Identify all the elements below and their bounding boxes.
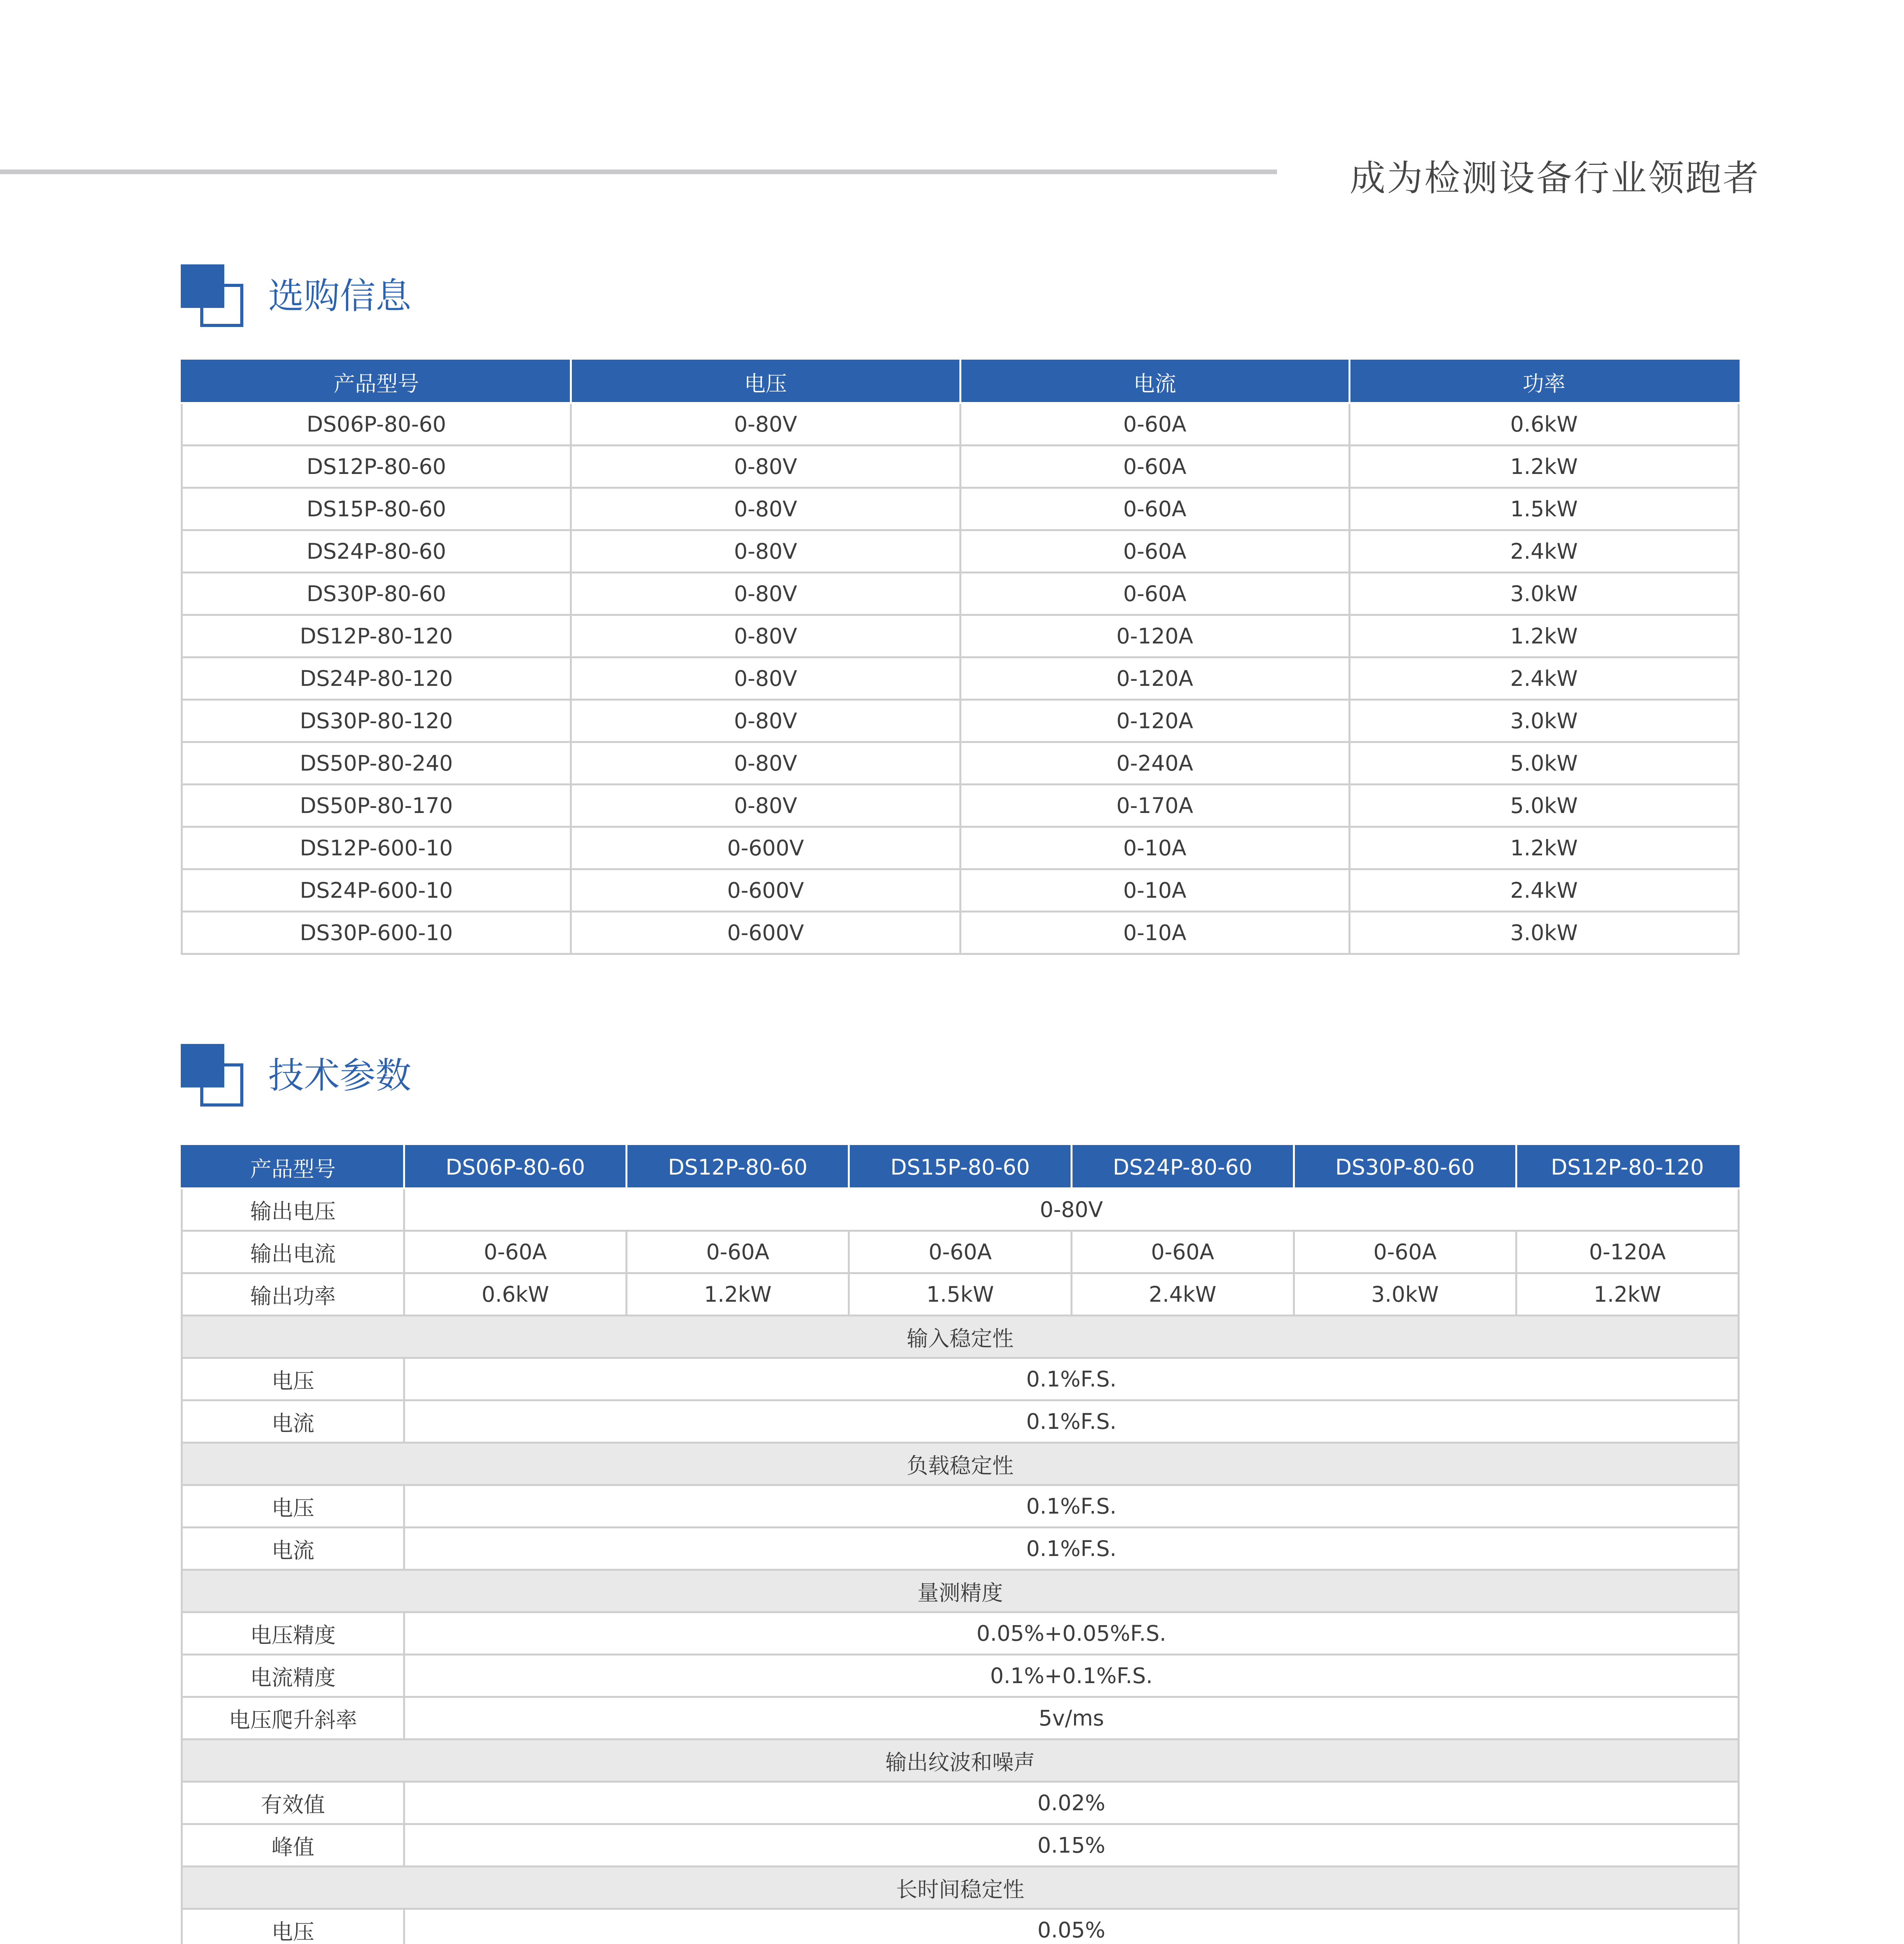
row-value: 0.1%F.S. bbox=[404, 1400, 1739, 1443]
table-cell: 0-600V bbox=[571, 912, 960, 954]
table-cell: 0-600V bbox=[571, 869, 960, 912]
table-cell: 2.4kW bbox=[1071, 1273, 1294, 1316]
table-cell: 1.2kW bbox=[1349, 446, 1738, 488]
table-header-row bbox=[182, 361, 1739, 403]
row-value: 0.15% bbox=[404, 1824, 1739, 1867]
table-cell: 0-240A bbox=[960, 742, 1349, 785]
table-cell: 2.4kW bbox=[1349, 869, 1738, 912]
table-cell: 2.4kW bbox=[1349, 657, 1738, 700]
row-value: 0.1%F.S. bbox=[404, 1485, 1739, 1528]
table-cell: 1.2kW bbox=[1516, 1273, 1738, 1316]
table-cell: 3.0kW bbox=[1349, 912, 1738, 954]
table-cell: 0-60A bbox=[960, 573, 1349, 615]
table-cell: 0-80V bbox=[571, 700, 960, 742]
table-header-cell: DS30P-80-60 bbox=[1294, 1146, 1516, 1189]
table-cell: 0-80V bbox=[571, 573, 960, 615]
table-row bbox=[182, 657, 1739, 700]
table-cell: 3.0kW bbox=[1349, 700, 1738, 742]
table-cell: DS24P-80-120 bbox=[182, 657, 571, 700]
row-value: 5v/ms bbox=[404, 1697, 1739, 1739]
table-cell: 2.4kW bbox=[1349, 530, 1738, 573]
table-row bbox=[182, 1273, 1739, 1316]
table-cell: DS12P-80-120 bbox=[182, 615, 571, 657]
table-cell: 0.6kW bbox=[1349, 403, 1738, 446]
row-value: 0.1%F.S. bbox=[404, 1358, 1739, 1400]
table-header-cell: 产品型号 bbox=[182, 361, 571, 403]
table-cell: 0-80V bbox=[571, 446, 960, 488]
table-cell: DS12P-80-60 bbox=[182, 446, 571, 488]
group-row-long-term bbox=[182, 1867, 1739, 1909]
table-row bbox=[182, 1485, 1739, 1528]
table-cell: 1.5kW bbox=[849, 1273, 1071, 1316]
table-header-cell: 功率 bbox=[1349, 361, 1738, 403]
tech-spec-table bbox=[181, 1145, 1740, 1944]
table-row bbox=[182, 1824, 1739, 1867]
row-label: 电流 bbox=[182, 1400, 404, 1443]
row-label: 电压 bbox=[182, 1909, 404, 1944]
table-cell: 1.5kW bbox=[1349, 488, 1738, 530]
row-value: 0.05%+0.05%F.S. bbox=[404, 1612, 1739, 1655]
table-row bbox=[182, 1231, 1739, 1273]
table-cell: 0-80V bbox=[571, 530, 960, 573]
table-cell: 0-60A bbox=[404, 1231, 627, 1273]
table-header-cell: 电压 bbox=[571, 361, 960, 403]
table-row bbox=[182, 1528, 1739, 1570]
table-row bbox=[182, 530, 1739, 573]
table-row bbox=[182, 446, 1739, 488]
table-cell: 0-60A bbox=[1071, 1231, 1294, 1273]
table-cell: DS12P-600-10 bbox=[182, 827, 571, 869]
table-header-cell: 产品型号 bbox=[182, 1146, 404, 1189]
row-label: 电流 bbox=[182, 1528, 404, 1570]
table-cell: 0-120A bbox=[960, 615, 1349, 657]
table-row bbox=[182, 1358, 1739, 1400]
table-cell: 0-10A bbox=[960, 912, 1349, 954]
table-cell: 0-10A bbox=[960, 827, 1349, 869]
header-slogan: 成为检测设备行业领跑者 bbox=[1349, 157, 1760, 199]
row-label: 输出电压 bbox=[182, 1189, 404, 1231]
group-title: 负载稳定性 bbox=[182, 1443, 1739, 1485]
group-title: 输出纹波和噪声 bbox=[182, 1739, 1739, 1782]
table-cell: 0-60A bbox=[960, 530, 1349, 573]
table-cell: DS06P-80-60 bbox=[182, 403, 571, 446]
table-cell: 0-120A bbox=[1516, 1231, 1738, 1273]
table-cell: 0-170A bbox=[960, 785, 1349, 827]
table-row bbox=[182, 1782, 1739, 1824]
table-cell: 1.2kW bbox=[1349, 615, 1738, 657]
row-value: 0.1%F.S. bbox=[404, 1528, 1739, 1570]
table-cell: 1.2kW bbox=[627, 1273, 849, 1316]
table-cell: 5.0kW bbox=[1349, 742, 1738, 785]
table-row bbox=[182, 488, 1739, 530]
header-rule bbox=[0, 170, 1277, 174]
section-title: 选购信息 bbox=[268, 275, 412, 317]
table-cell: 0-60A bbox=[1294, 1231, 1516, 1273]
table-row bbox=[182, 615, 1739, 657]
group-row-load-stability bbox=[182, 1443, 1739, 1485]
row-label: 电压 bbox=[182, 1485, 404, 1528]
table-row bbox=[182, 785, 1739, 827]
group-title: 输入稳定性 bbox=[182, 1316, 1739, 1358]
table-cell: 0-80V bbox=[571, 742, 960, 785]
row-label: 峰值 bbox=[182, 1824, 404, 1867]
group-row-accuracy bbox=[182, 1570, 1739, 1612]
row-value: 0.05% bbox=[404, 1909, 1739, 1944]
table-cell: 3.0kW bbox=[1349, 573, 1738, 615]
table-row bbox=[182, 827, 1739, 869]
table-cell: 0-120A bbox=[960, 700, 1349, 742]
section-square-icon bbox=[181, 1044, 243, 1106]
row-label: 电压爬升斜率 bbox=[182, 1697, 404, 1739]
table-header-cell: 电流 bbox=[960, 361, 1349, 403]
group-row-ripple bbox=[182, 1739, 1739, 1782]
table-row bbox=[182, 1909, 1739, 1944]
table-cell: 0-10A bbox=[960, 869, 1349, 912]
section-title: 技术参数 bbox=[268, 1055, 412, 1096]
row-value: 0-80V bbox=[404, 1189, 1739, 1231]
row-value: 0.02% bbox=[404, 1782, 1739, 1824]
table-row bbox=[182, 403, 1739, 446]
table-cell: 5.0kW bbox=[1349, 785, 1738, 827]
row-label: 电压 bbox=[182, 1358, 404, 1400]
table-row bbox=[182, 912, 1739, 954]
table-cell: 0-60A bbox=[627, 1231, 849, 1273]
table-cell: 0-80V bbox=[571, 615, 960, 657]
table-cell: 0-60A bbox=[960, 403, 1349, 446]
table-cell: DS30P-600-10 bbox=[182, 912, 571, 954]
table-row bbox=[182, 742, 1739, 785]
table-header-cell: DS15P-80-60 bbox=[849, 1146, 1071, 1189]
table-cell: 0-80V bbox=[571, 657, 960, 700]
purchase-info-table bbox=[181, 360, 1740, 955]
table-row bbox=[182, 1697, 1739, 1739]
row-label: 输出功率 bbox=[182, 1273, 404, 1316]
table-row bbox=[182, 869, 1739, 912]
row-label: 有效值 bbox=[182, 1782, 404, 1824]
table-header-cell: DS12P-80-120 bbox=[1516, 1146, 1738, 1189]
table-row bbox=[182, 1400, 1739, 1443]
table-row bbox=[182, 1655, 1739, 1697]
table-header-cell: DS24P-80-60 bbox=[1071, 1146, 1294, 1189]
table-cell: 0.6kW bbox=[404, 1273, 627, 1316]
table-cell: DS30P-80-60 bbox=[182, 573, 571, 615]
table-header-row bbox=[182, 1146, 1739, 1189]
table-cell: 3.0kW bbox=[1294, 1273, 1516, 1316]
group-title: 长时间稳定性 bbox=[182, 1867, 1739, 1909]
table-row bbox=[182, 1189, 1739, 1231]
table-cell: 0-120A bbox=[960, 657, 1349, 700]
group-row-input-stability bbox=[182, 1316, 1739, 1358]
table-cell: 1.2kW bbox=[1349, 827, 1738, 869]
table-cell: DS50P-80-240 bbox=[182, 742, 571, 785]
table-cell: DS24P-80-60 bbox=[182, 530, 571, 573]
table-cell: 0-80V bbox=[571, 403, 960, 446]
table-cell: 0-60A bbox=[960, 446, 1349, 488]
group-title: 量测精度 bbox=[182, 1570, 1739, 1612]
table-cell: 0-80V bbox=[571, 488, 960, 530]
table-header-cell: DS06P-80-60 bbox=[404, 1146, 627, 1189]
table-cell: DS15P-80-60 bbox=[182, 488, 571, 530]
table-cell: DS30P-80-120 bbox=[182, 700, 571, 742]
table-cell: DS24P-600-10 bbox=[182, 869, 571, 912]
row-label: 电流精度 bbox=[182, 1655, 404, 1697]
table-row bbox=[182, 573, 1739, 615]
table-cell: 0-80V bbox=[571, 785, 960, 827]
row-value: 0.1%+0.1%F.S. bbox=[404, 1655, 1739, 1697]
table-cell: DS50P-80-170 bbox=[182, 785, 571, 827]
table-header-cell: DS12P-80-60 bbox=[627, 1146, 849, 1189]
table-cell: 0-60A bbox=[849, 1231, 1071, 1273]
row-label: 输出电流 bbox=[182, 1231, 404, 1273]
table-cell: 0-600V bbox=[571, 827, 960, 869]
table-row bbox=[182, 700, 1739, 742]
table-cell: 0-60A bbox=[960, 488, 1349, 530]
row-label: 电压精度 bbox=[182, 1612, 404, 1655]
table-row bbox=[182, 1612, 1739, 1655]
section-square-icon bbox=[181, 264, 243, 327]
